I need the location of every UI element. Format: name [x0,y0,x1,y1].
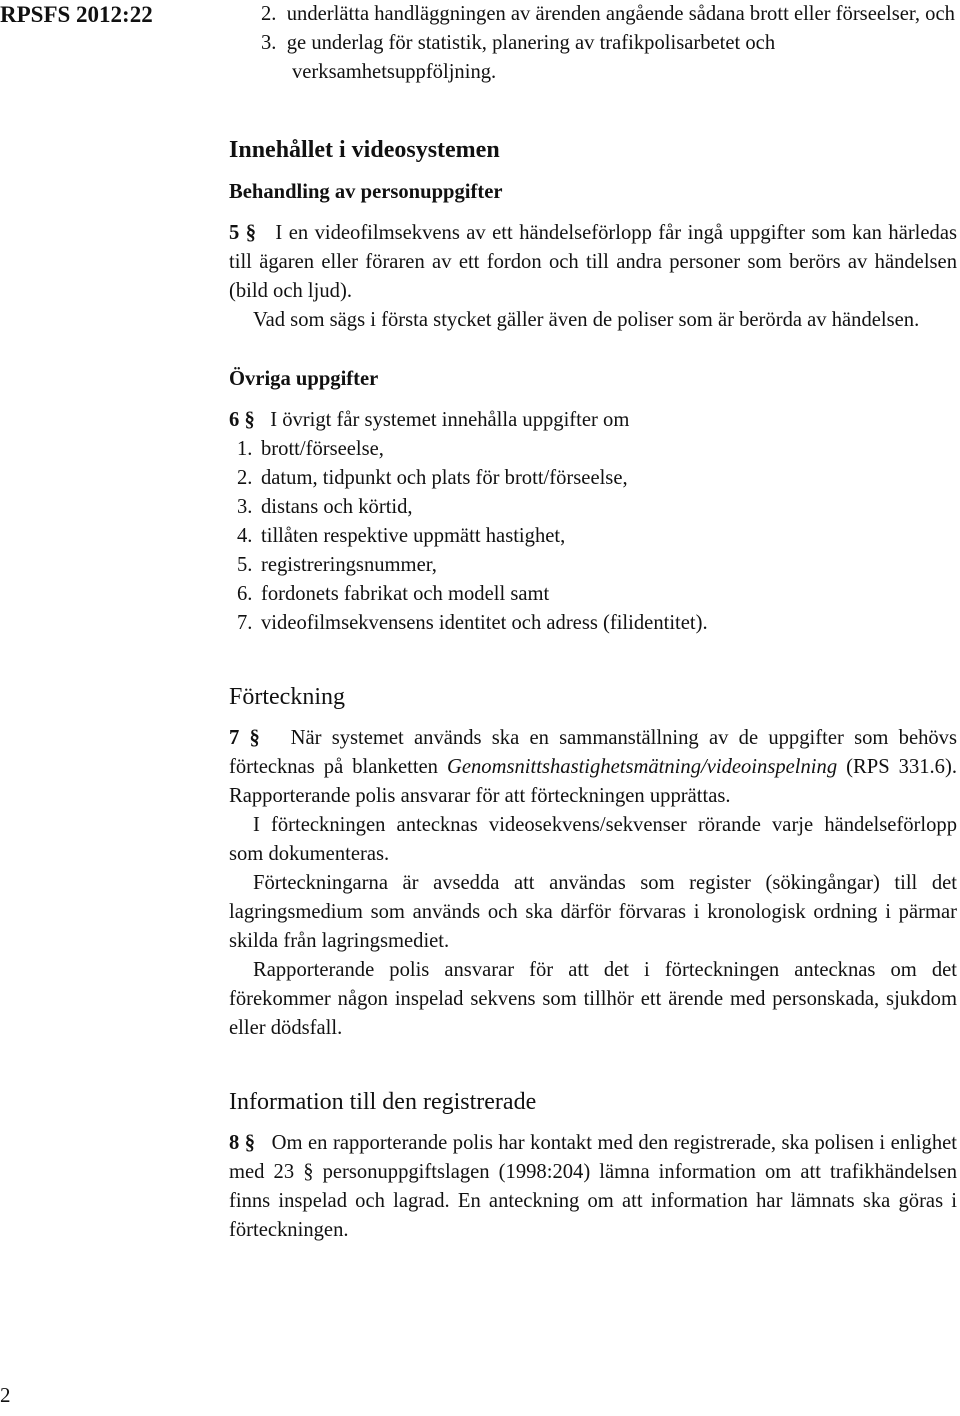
list-item [229,29,957,87]
list-item [229,435,957,464]
section-number: 8 § [229,1132,256,1154]
item-text: brott/förseelse, [261,438,384,460]
document-body [229,0,957,1245]
paragraph-text: I en videofilmsekvens av ett händelseförlopp får ingå uppgifter som kan härledas till ägaren eller föraren av ett fordon och till andra personer som berörs av händelsen (bild och ljud). [229,222,957,302]
section-number: 7 § [229,727,260,749]
section-heading: Övriga uppgifter [229,368,379,390]
paragraph [229,219,957,306]
list-item [229,464,957,493]
series-label: RPSFS 2012:22 [0,2,153,27]
item-number: 5. [237,554,253,576]
item-number: 2. [237,467,253,489]
chapter-title: Innehållet i videosystemen [229,137,500,163]
item-number: 4. [237,525,253,547]
paragraph-text: Om en rapporterande polis har kontakt med den registrerade, ska polisen i enlighet med 23 § personuppgiftslagen (1998:204) lämna information om att trafikhändelsen finns inspelad och lagrad. En anteckning om att information har lämnats ska göras i förteckningen. [229,1132,957,1241]
item-text: ge underlag för statistik, planering av trafikpolisarbetet och verksamhetsuppföljning. [286,32,776,83]
list-item [229,493,957,522]
item-text: fordonets fabrikat och modell samt [261,583,550,605]
item-text: tillåten respektive uppmätt hastighet, [261,525,566,547]
paragraph [229,406,957,435]
paragraph-text: I övrigt får systemet innehålla uppgifter om [270,409,630,431]
list-item [229,609,957,638]
item-text: underlätta handläggningen av ärenden angående sådana brott eller förseelser, och [286,3,955,25]
item-number: 6. [237,583,253,605]
item-list [229,435,957,638]
section-heading: Information till den registrerade [229,1089,537,1115]
section-number: 5 § [229,222,257,244]
item-number: 2. [261,3,277,25]
section-number: 6 § [229,409,255,431]
paragraph: Rapporterande polis ansvarar för att det i förteckningen antecknas om det förekommer någon inspelad sekvens som tillhör ett ärende med personskada, sjukdom eller dödsfall. [229,959,957,1039]
item-text: datum, tidpunkt och plats för brott/förseelse, [261,467,628,489]
paragraph-text: När systemet används ska en sammanställning av de uppgifter som behövs förtecknas på blanketten [229,727,957,778]
section-heading: Förteckning [229,684,345,710]
list-item [229,0,957,29]
item-number: 3. [237,496,253,518]
paragraph: Vad som sägs i första stycket gäller även de poliser som är berörda av händelsen. [253,309,920,331]
item-number: 1. [237,438,253,460]
list-item [229,551,957,580]
paragraph: Förteckningarna är avsedda att användas som register (sökingångar) till det lagringsmedium som används och ska därför förvaras i kronologisk ordning i pärmar skilda från lagringsmediet. [229,872,957,952]
item-text: registreringsnummer, [261,554,437,576]
item-text: distans och körtid, [261,496,413,518]
section-heading: Behandling av personuppgifter [229,181,503,203]
item-number: 3. [261,32,277,54]
paragraph [229,1129,957,1245]
item-number: 7. [237,612,253,634]
list-item [229,580,957,609]
item-text: videofilmsekvensens identitet och adress (filidentitet). [261,612,708,634]
form-name: Genomsnittshastighetsmätning/videoinspelning [447,756,838,778]
list-item [229,522,957,551]
paragraph [229,724,957,811]
paragraph-text: (RPS 331.6). Rapporterande polis ansvarar för att förteckningen upprättas. [229,756,957,807]
intro-list [229,0,957,87]
page-number: 2 [0,1383,11,1407]
paragraph: I förteckningen antecknas videosekvens/sekvenser rörande varje händelseförlopp som dokumenteras. [229,814,957,865]
